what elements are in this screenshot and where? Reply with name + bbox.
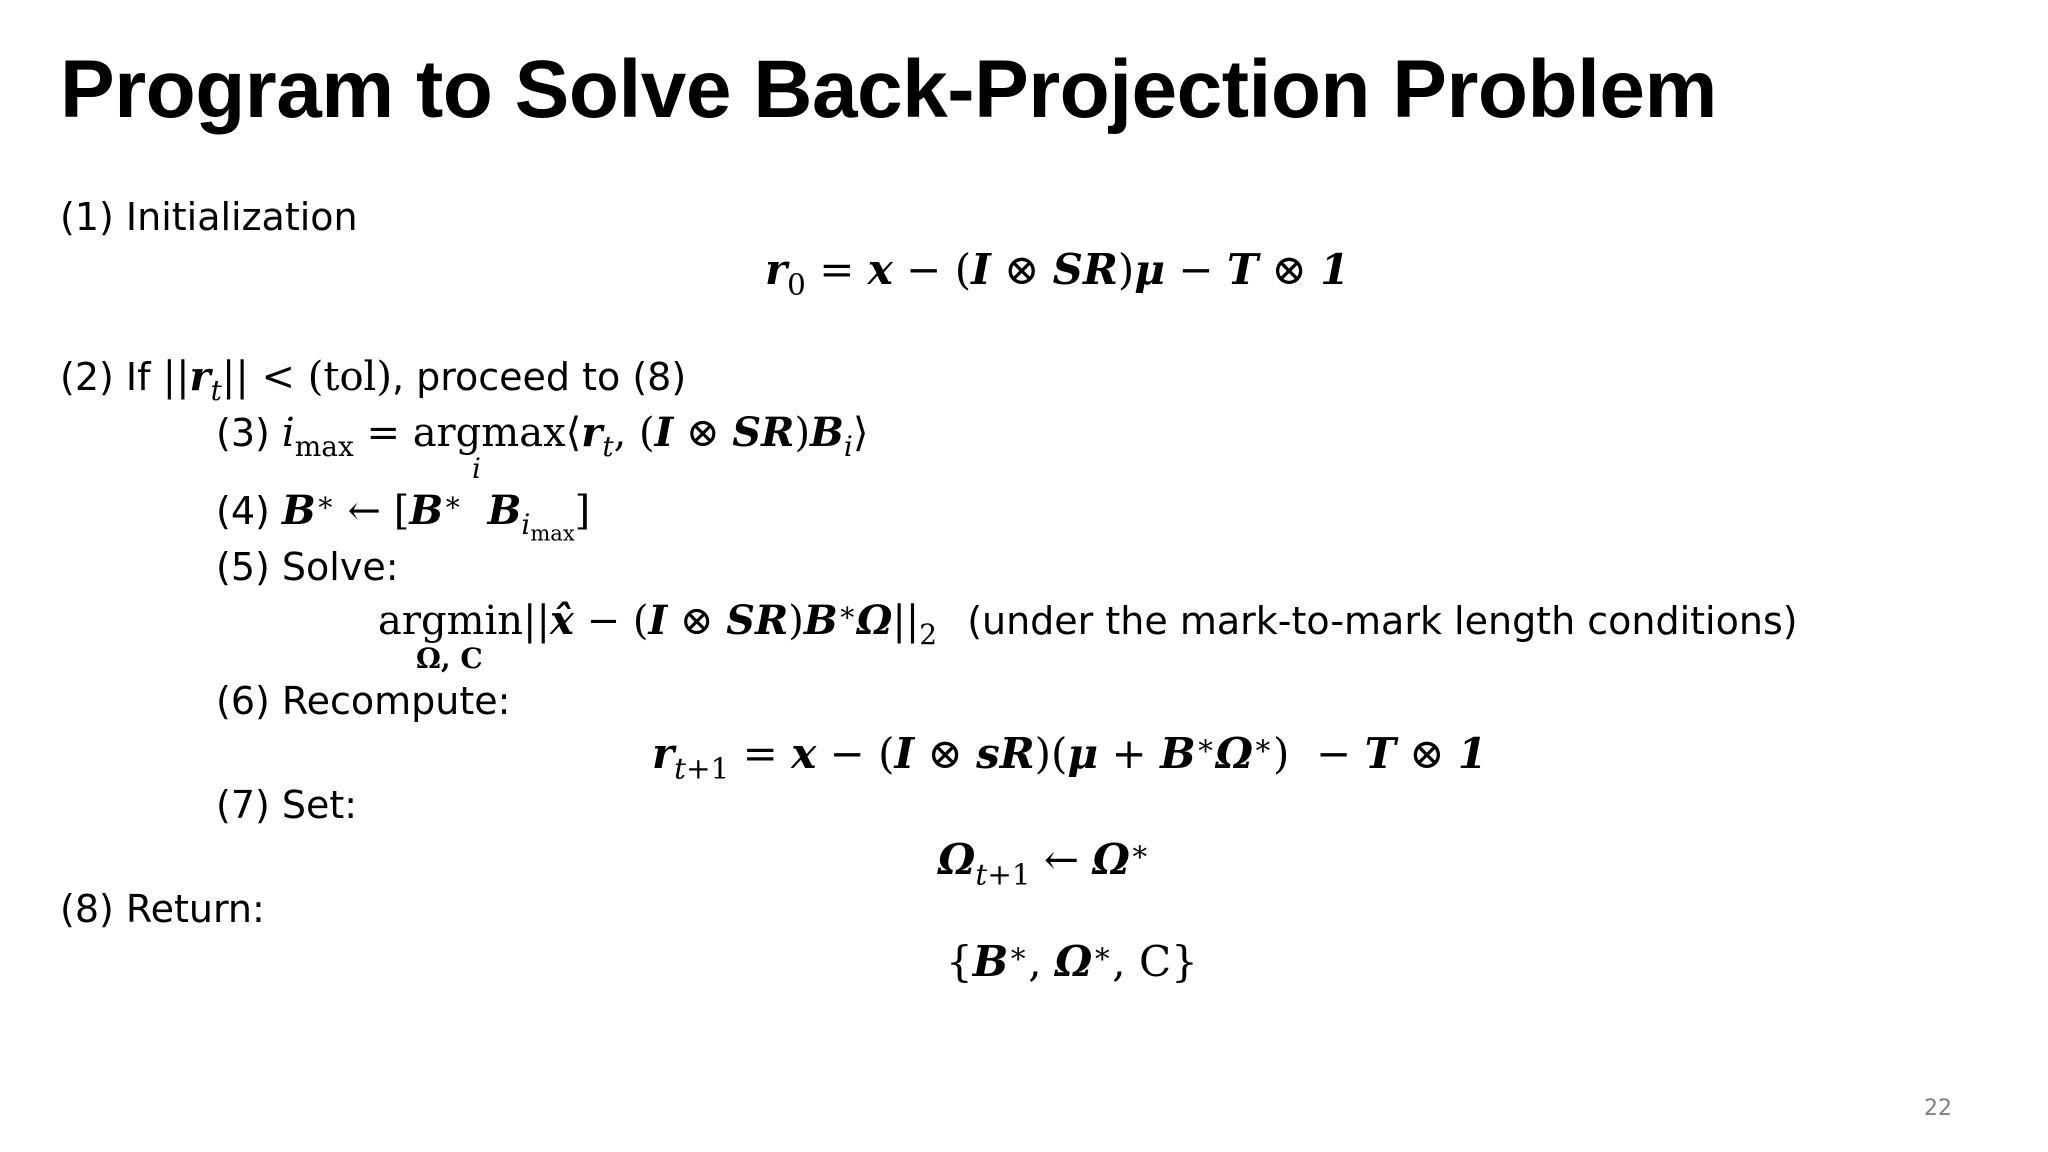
equation-return: {B∗, Ω∗, C} [946, 935, 1198, 986]
step-4-label: (4) [216, 489, 270, 533]
page-number: 22 [1924, 1096, 1952, 1121]
equation-init: $r_0 = x - (I$ ⊗ SR)μ − T ⊗ 1 [765, 245, 1350, 302]
step-5-note: (under the mark-to-mark length conditions) [967, 599, 1798, 643]
step-2 [60, 352, 687, 407]
step-1-label: (1) Initialization [60, 195, 358, 239]
step-4 [216, 485, 591, 546]
argmax-subscript: i [472, 452, 481, 485]
slide-title: Program to Solve Back-Projection Problem [60, 44, 1717, 135]
step-7-label: (7) Set: [216, 783, 358, 827]
step-3-label: (3) [216, 411, 270, 455]
step-2-condition: $||r_t|| < (tol)$ [162, 353, 392, 407]
step-2-prefix: (2) If [60, 355, 151, 399]
step-5-formula: argmin||x̂ − (I ⊗ $SR)B^∗\Omega||_2$ [378, 595, 938, 651]
equation-recompute: $r_{t+1} = x - (I$ ⊗ sR)(μ + B∗Ω∗) − T ⊗ 1 [652, 727, 1487, 786]
step-6-label: (6) Recompute: [216, 679, 511, 723]
step-3 [216, 408, 869, 463]
equation-set: $\Omega_{t+1}$ ← Ω∗ [938, 833, 1150, 892]
step-2-suffix: , proceed to (8) [391, 355, 687, 399]
step-3-formula: $i_{max}$ = $argmax⟨r_t$, (I ⊗ $SR)B_i⟩$ [281, 409, 869, 463]
step-5-formula-row [378, 595, 1798, 651]
step-5-label: (5) Solve: [216, 545, 399, 589]
step-8-label: (8) Return: [60, 887, 265, 931]
step-4-formula: B∗ ← [B∗ $B_{i_{max}}$] [281, 485, 591, 546]
argmin-subscript: Ω, C [416, 642, 483, 675]
